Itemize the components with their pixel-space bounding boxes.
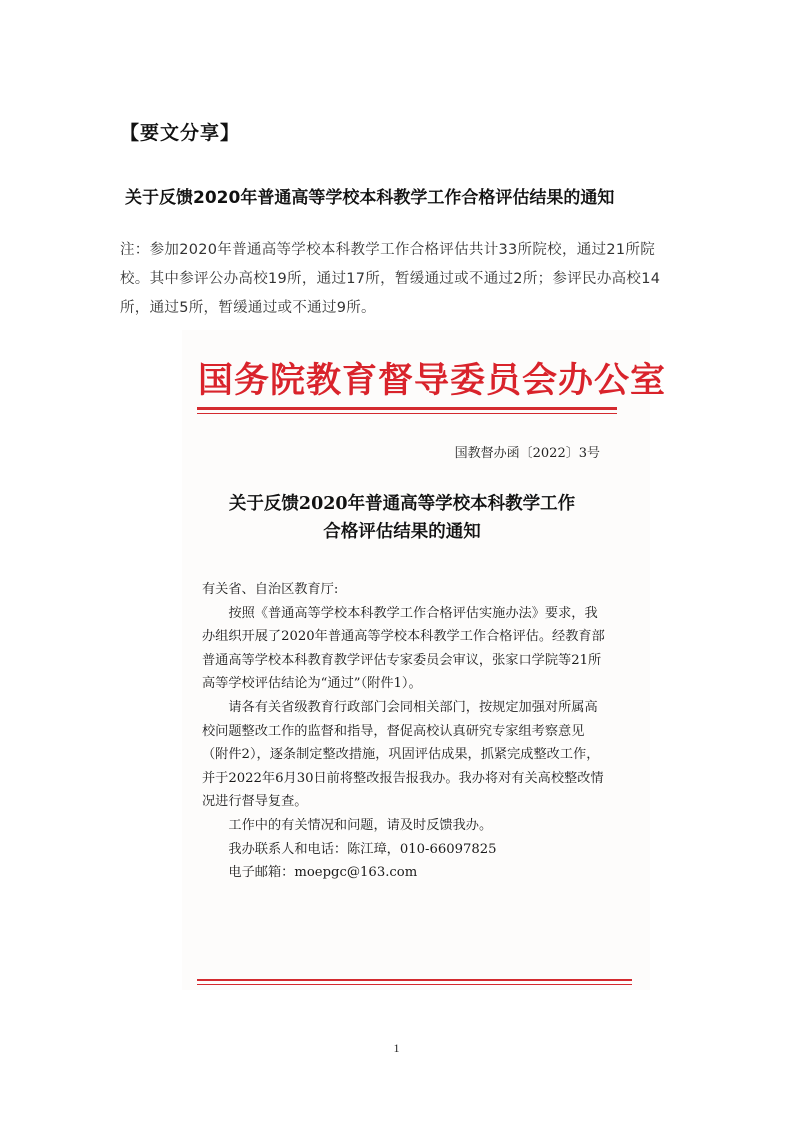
addressee: 有关省、自治区教育厅: — [202, 582, 339, 597]
document-number: 国教督办函〔2022〕3号 — [454, 446, 600, 461]
body-paragraph-1: 按照《普通高等学校本科教学工作合格评估实施办法》要求，我办组织开展了2020年普通高等学校本科教学工作合格评估。经教育部普通高等学校本科教育教学评估专家委员会审议，张家口学院等21所高等学校评估结论为“通过”（附件1）。 — [202, 605, 605, 692]
body-paragraph-3: 工作中的有关情况和问题，请及时反馈我办。 — [228, 817, 493, 833]
letterhead-rule-thick — [197, 407, 617, 410]
email-line: 电子邮箱：moepgc@163.com — [228, 865, 418, 881]
footer-rule-thin — [197, 984, 632, 985]
footer-rule-thick — [197, 979, 632, 981]
letterhead: 国务院教育督导委员会办公室 — [198, 360, 667, 401]
page-number: 1 — [393, 1041, 400, 1055]
note-paragraph: 注：参加2020年普通高等学校本科教学工作合格评估共计33所院校，通过21所院校。其中参评公办高校19所，通过17所，暂缓通过或不通过2所；参评民办高校14所，通过5所，暂缓通过或不通过9所。 — [120, 242, 661, 316]
document-title-line1: 关于反馈2020年普通高等学校本科教学工作 — [228, 494, 576, 514]
letterhead-rule-thin — [197, 413, 617, 414]
scanned-document — [182, 330, 667, 990]
page-title: 关于反馈2020年普通高等学校本科教学工作合格评估结果的通知 — [125, 188, 615, 208]
document-title-line2: 合格评估结果的通知 — [323, 522, 481, 542]
document-body — [202, 578, 610, 885]
section-tag: 【要文分享】 — [120, 122, 241, 144]
body-paragraph-2: 请各有关省级教育行政部门会同相关部门，按规定加强对所属高校问题整改工作的监督和指导，督促高校认真研究专家组考察意见（附件2），逐条制定整改措施，巩固评估成果，抓紧完成整改工作，并于2022年6月30日前将整改报告报我办。我办将对有关高校整改情况进行督导复查。 — [202, 699, 604, 810]
document-title — [182, 490, 622, 546]
contact-line: 我办联系人和电话：陈江璋，010-66097825 — [228, 841, 497, 857]
